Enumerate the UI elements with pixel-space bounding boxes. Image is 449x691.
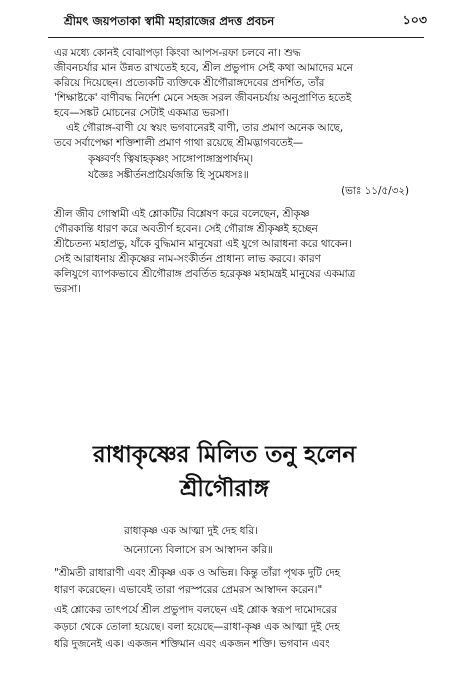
text-line: কলিযুগে ব্যাপকভাবে শ্রীগৌরাঙ্গ প্রবর্তিত হরেকৃষ্ণ মহামন্ত্রই মানুষের একমাত্র (54, 268, 356, 280)
text-line: 'শিক্ষাষ্টকে' বাণীবদ্ধ নির্দেশ মেনে সহজ সরল জীবনচর্যায় অনুপ্রাণিত হতেই (54, 92, 352, 104)
text-line: গৌরকান্তি ধারণ করে অবতীর্ণ হবেন। সেই গৌরাঙ্গ শ্রীকৃষ্ণই হচ্ছেন (54, 223, 318, 235)
text-line: শ্রীচৈতন্য মহাপ্রভু, যাঁকে বুদ্ধিমান মানুষেরা এই যুগে আরাধনা করে থাকেন। (54, 238, 352, 250)
section-heading-line-2: শ্রীগৌরাঙ্গ (180, 476, 269, 502)
text-line: এই গৌরাঙ্গ-বাণী যে স্বয়ং ভগবানেরই বাণী, তার প্রমাণ অনেক আছে, (66, 122, 344, 134)
page-number: ১০৩ (402, 12, 427, 27)
text-line: "শ্রীমতী রাধারাণী এবং শ্রীকৃষ্ণ এক ও অভিন্ন। কিন্তু তাঁরা পৃথক দুটি দেহ (54, 567, 341, 579)
running-title: শ্রীমৎ জয়পতাকা স্বামী মহারাজের প্রদত্ত প্রবচন (64, 14, 275, 28)
page-header (0, 0, 449, 40)
section-heading-line-1: রাধাকৃষ্ণের মিলিত তনু হলেন (93, 442, 356, 468)
text-line: করিয়ে দিয়েছেন। প্রত্যেকটি ব্যক্তিকে শ্রীগৌরাঙ্গদেবের প্রদর্শিত, তাঁর (54, 77, 325, 89)
text-line: ভরসা। (54, 283, 81, 295)
couplet-line: অন্যোন্যে বিলাসে রস আস্বাদন করি॥ (124, 544, 273, 556)
text-line: হবে—সঙ্কট মোচনের সেটাই একমাত্র ভরসা। (54, 107, 229, 119)
text-line: জীবনচর্যার মান উন্নত রাখতেই হবে, শ্রীল প্রভুপাদ সেই কথা আমাদের মনে (54, 62, 353, 74)
verse-line: কৃষ্ণবর্ণং ত্বিষাহকৃষ্ণং সাঙ্গোপাঙ্গাস্ত্রপার্ষদম্। (88, 153, 254, 165)
text-line: ধরি দুজনেই এক। একজন শক্তিমান এবং একজন শক্তি। ভগবান এবং (54, 638, 330, 650)
verse-line: যজ্ঞৈঃ সঙ্কীর্তনপ্রায়ৈর্যজন্তি হি সুমেধসঃ॥ (88, 169, 249, 181)
verse-reference: (ভাঃ ১১/৫/৩২) (341, 185, 409, 197)
text-line: ধারণ করেছেন। এভাবেই তারা পরস্পরের প্রেমরস আস্বাদন করেন।" (54, 584, 323, 596)
text-line: সেই আরাধনায় শ্রীকৃষ্ণের নাম-সংকীর্তন প্রাধান্য লাভ করবে। কারণ (54, 253, 321, 265)
text-line: এই শ্লোকের তাৎপর্যে শ্রীল প্রভুপাদ বলছেন এই শ্লোক স্বরূপ দামোদরের (54, 604, 338, 616)
text-line: কড়চা থেকে তোলা হয়েছে। বলা হয়েছে—রাধা-কৃষ্ণ এক আত্মা দুই দেহ (54, 621, 340, 633)
couplet-line: রাধাকৃষ্ণ এক আত্মা দুই দেহ ধরি। (124, 525, 258, 537)
text-line: এর মধ্যে কোনই বোঝাপড়া কিংবা আপস-রফা চলবে না। শুদ্ধ (54, 47, 301, 59)
text-line: তবে সর্বাপেক্ষা শক্তিশালী প্রমাণ গাথা রয়েছে শ্রীমদ্ভাগবতেই— (54, 137, 304, 149)
text-line: শ্রীল জীব গোস্বামী এই শ্লোকটির বিশ্লেষণ করে বলেছেন, শ্রীকৃষ্ণ (54, 208, 310, 220)
header-rule (48, 37, 424, 38)
